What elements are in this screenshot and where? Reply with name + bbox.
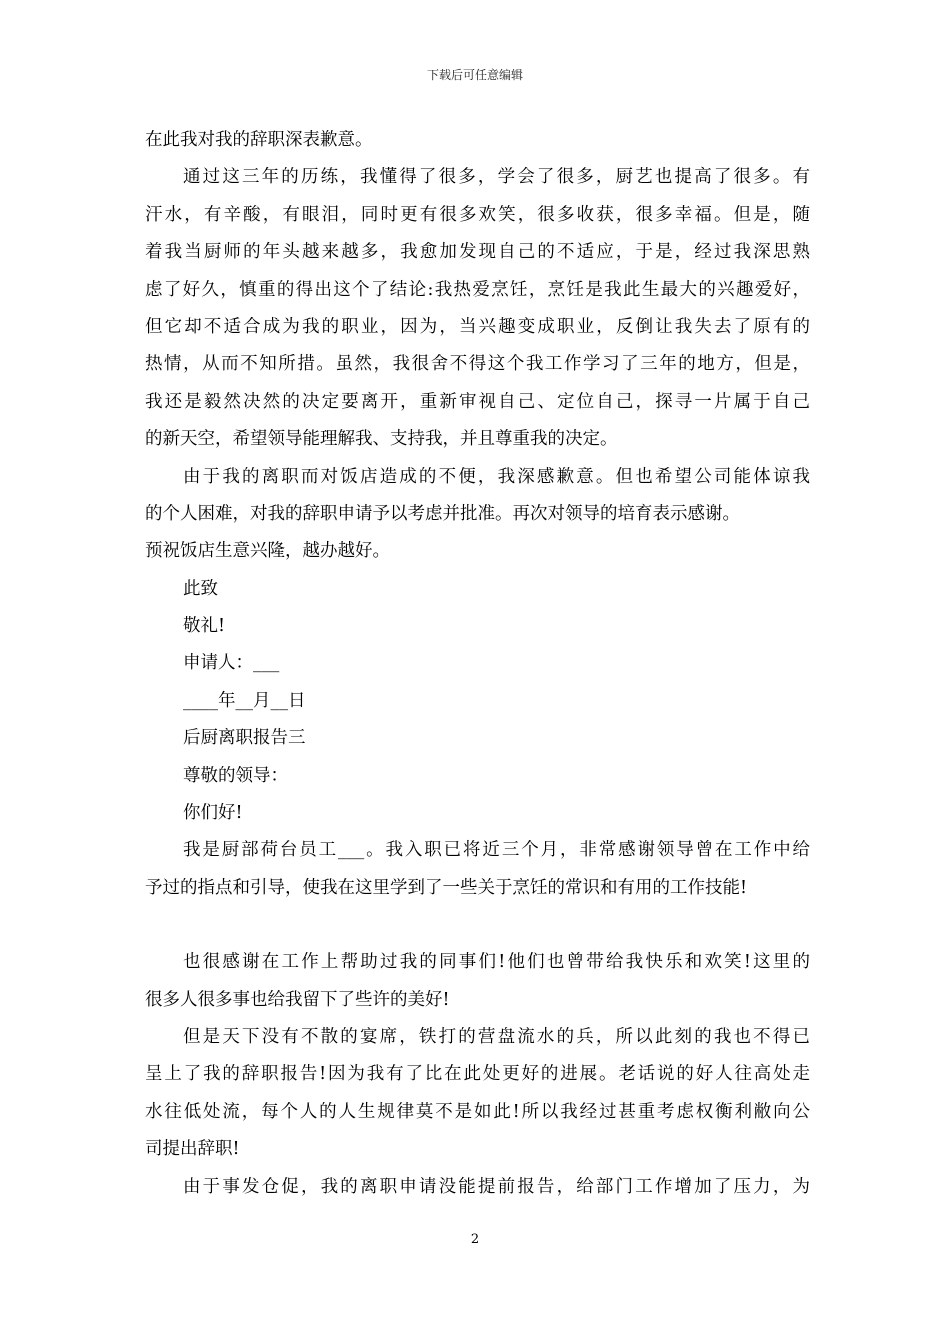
text-line: 司提出辞职! bbox=[145, 1139, 240, 1160]
closing-regards: 敬礼! bbox=[183, 616, 226, 637]
text-line: 通过这三年的历练，我懂得了很多，学会了很多，厨艺也提高了很多。有 bbox=[183, 167, 810, 188]
date-line: ____年__月__日 bbox=[183, 690, 306, 711]
text-line: 水往低处流，每个人的人生规律莫不是如此!所以我经过甚重考虑权衡利敝向公 bbox=[145, 1101, 810, 1122]
greeting: 你们好! bbox=[183, 803, 243, 824]
text-line: 很多人很多事也给我留下了些许的美好! bbox=[145, 989, 450, 1010]
text-line: 在此我对我的辞职深表歉意。 bbox=[145, 130, 373, 150]
text-line: 但是天下没有不散的宴席，铁打的营盘流水的兵，所以此刻的我也不得已 bbox=[183, 1026, 810, 1047]
document-body bbox=[145, 122, 810, 1206]
applicant-line: 申请人：___ bbox=[183, 653, 280, 674]
text-line: 也很感谢在工作上帮助过我的同事们!他们也曾带给我快乐和欢笑!这里的 bbox=[183, 952, 810, 973]
text-line: 由于事发仓促，我的离职申请没能提前报告，给部门工作增加了压力，为 bbox=[183, 1176, 810, 1197]
text-line: 汗水，有辛酸，有眼泪，同时更有很多欢笑，很多收获，很多幸福。但是，随 bbox=[145, 204, 810, 225]
text-line: 我还是毅然决然的决定要离开，重新审视自己、定位自己，探寻一片属于自己 bbox=[145, 391, 810, 412]
text-line: 予过的指点和引导，使我在这里学到了一些关于烹饪的常识和有用的工作技能! bbox=[145, 877, 748, 898]
text-line: 着我当厨师的年头越来越多，我愈加发现自己的不适应，于是，经过我深思熟 bbox=[145, 242, 810, 263]
text-line: 由于我的离职而对饭店造成的不便，我深感歉意。但也希望公司能体谅我 bbox=[183, 466, 810, 487]
page-header: 下载后可任意编辑 bbox=[426, 68, 523, 82]
text-line: 虑了好久，慎重的得出这个了结论:我热爱烹饪，烹饪是我此生最大的兴趣爱好， bbox=[145, 279, 810, 300]
section-title: 后厨离职报告三 bbox=[183, 728, 306, 749]
text-line: 的新天空，希望领导能理解我、支持我，并且尊重我的决定。 bbox=[145, 429, 618, 450]
closing-salutation: 此致 bbox=[183, 578, 218, 599]
text-line: 热情，从而不知所措。虽然，我很舍不得这个我工作学习了三年的地方，但是， bbox=[145, 354, 810, 375]
paragraph-gap bbox=[145, 907, 810, 944]
page-number: 2 bbox=[470, 1232, 480, 1247]
text-line: 呈上了我的辞职报告!因为我有了比在此处更好的进展。老话说的好人往高处走 bbox=[145, 1064, 810, 1085]
text-line: 我是厨部荷台员工___。我入职已将近三个月，非常感谢领导曾在工作中给 bbox=[183, 840, 810, 861]
text-line: 但它却不适合成为我的职业，因为，当兴趣变成职业，反倒让我失去了原有的 bbox=[145, 316, 810, 337]
text-line: 的个人困难，对我的辞职申请予以考虑并批准。再次对领导的培育表示感谢。 bbox=[145, 503, 740, 524]
greeting: 尊敬的领导： bbox=[183, 765, 288, 786]
text-line: 预祝饭店生意兴隆，越办越好。 bbox=[145, 541, 390, 562]
